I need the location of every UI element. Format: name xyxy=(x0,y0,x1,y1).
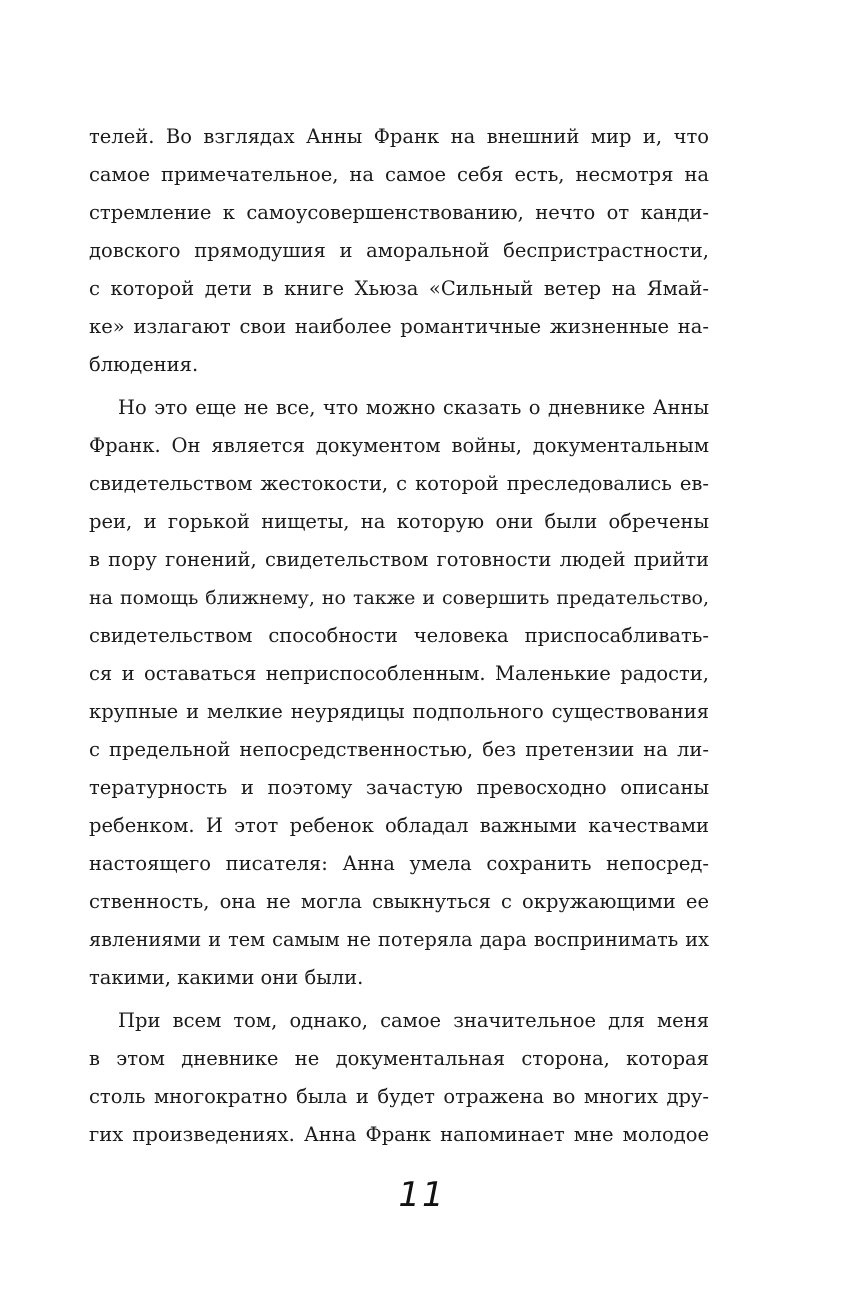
text-line: столь многократно была и будет отражена во многих дру- xyxy=(89,1085,709,1108)
text-line: такими, какими они были. xyxy=(89,966,364,989)
text-line: с предельной непосредственностью, без претензии на ли- xyxy=(89,738,709,761)
text-line: блюдения. xyxy=(89,353,199,376)
text-line: крупные и мелкие неурядицы подпольного существования xyxy=(89,700,709,723)
text-line: ственность, она не могла свыкнуться с окружающими ее xyxy=(89,890,709,913)
text-line: Но это еще не все, что можно сказать о дневнике Анны xyxy=(118,396,709,419)
text-line: При всем том, однако, самое значительное для меня xyxy=(118,1009,709,1032)
paragraph xyxy=(89,118,709,384)
text-line: тературность и поэтому зачастую превосходно описаны xyxy=(89,776,709,799)
page-body xyxy=(89,118,709,1154)
text-line: в этом дневнике не документальная сторона, которая xyxy=(89,1047,709,1070)
text-line: явлениями и тем самым не потеряла дара воспринимать их xyxy=(89,928,709,951)
text-line: ке» излагают свои наиболее романтичные жизненные на- xyxy=(89,315,709,338)
text-line: свидетельством жестокости, с которой преследовались ев- xyxy=(89,472,709,495)
text-line: телей. Во взглядах Анны Франк на внешний мир и, что xyxy=(89,125,709,148)
text-line: самое примечательное, на самое себя есть, несмотря на xyxy=(89,163,709,186)
text-line: настоящего писателя: Анна умела сохранить непосред- xyxy=(89,852,709,875)
text-line: ся и оставаться неприспособленным. Маленькие радости, xyxy=(89,662,709,685)
page-number: 11 xyxy=(398,1175,446,1215)
paragraph xyxy=(89,389,709,997)
text-line: свидетельством способности человека приспосабливать- xyxy=(89,624,709,647)
text-line: реи, и горькой нищеты, на которую они были обречены xyxy=(89,510,709,533)
text-line: довского прямодушия и аморальной беспристрастности, xyxy=(89,239,709,262)
text-line: ребенком. И этот ребенок обладал важными качествами xyxy=(89,814,709,837)
paragraph xyxy=(89,1002,709,1154)
text-line: в пору гонений, свидетельством готовности людей прийти xyxy=(89,548,709,571)
text-line: стремление к самоусовершенствованию, нечто от канди- xyxy=(89,201,709,224)
text-line: на помощь ближнему, но также и совершить предательство, xyxy=(89,587,709,609)
text-line: с которой дети в книге Хьюза «Сильный ветер на Ямай- xyxy=(89,277,709,300)
text-line: Франк. Он является документом войны, документальным xyxy=(89,434,709,457)
text-line: гих произведениях. Анна Франк напоминает мне молодое xyxy=(89,1123,709,1146)
